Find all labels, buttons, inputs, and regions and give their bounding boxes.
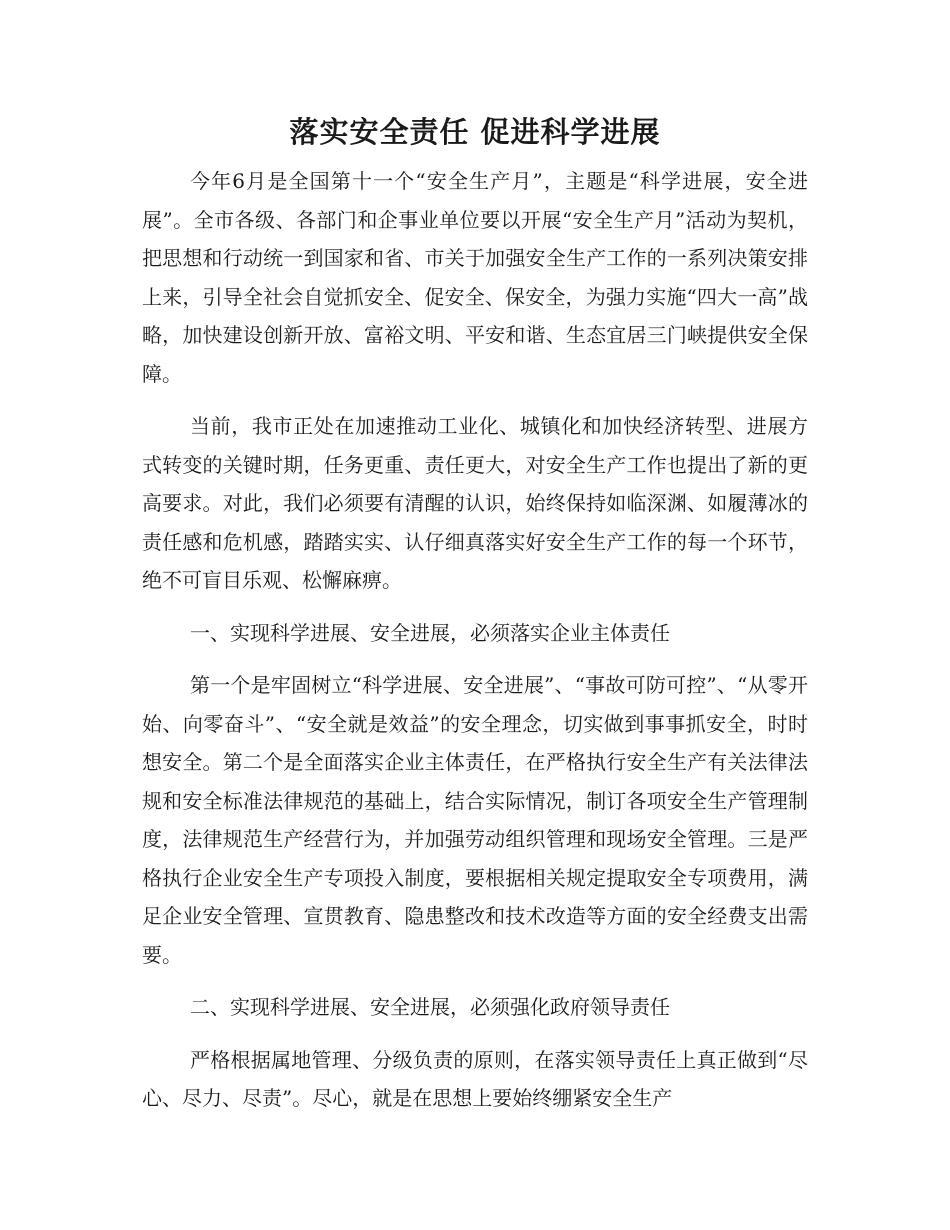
paragraph-government-responsibility: 严格根据属地管理、分级负责的原则，在落实领导责任上真正做到“尽心、尽力、尽责”。尽心，就是在思想上要始终绷紧安全生产 [142,1047,808,1110]
paragraph-current-situation: 当前，我市正处在加速推动工业化、城镇化和加快经济转型、进展方式转变的关键时期，任务更重、责任更大，对安全生产工作也提出了新的更高要求。对此，我们必须要有清醒的认识，始终保持如临深渊、如履薄冰的责任感和危机感，踏踏实实、认仔细真落实好安全生产工作的每一个环节，绝不可盲目乐观、松懈麻痹。 [142,414,808,592]
section-heading-enterprise: 一、实现科学进展、安全进展，必须落实企业主体责任 [190,620,670,645]
paragraph-gap [142,652,808,666]
document-title: 落实安全责任 促进科学进展 [289,115,661,149]
paragraph-gap [142,600,808,614]
paragraph-gap [142,393,808,407]
section-heading-government: 二、实现科学进展、安全进展，必须强化政府领导责任 [190,995,670,1019]
paragraph-gap [142,1027,808,1041]
paragraph-enterprise-responsibility: 第一个是牢固树立“科学进展、安全进展”、“事故可防可控”、“从零开始、向零奋斗”、“安全就是效益”的安全理念，切实做到事事抓安全，时时想安全。第二个是全面落实企业主体责任，在严格执行安全生产有关法律法规和安全标准法律规范的基础上，结合实际情况，制订各项安全生产管理制度，法律规范生产经营行为，并加强劳动组织管理和现场安全管理。三是严格执行企业安全生产专项投入制度，要根据相关规定提取安全专项费用，满足企业安全管理、宣贯教育、隐患整改和技术改造等方面的安全经费支出需要。 [142,673,808,967]
paragraph-gap [142,974,808,988]
document-body [142,162,808,1118]
paragraph-intro: 今年6月是全国第十一个“安全生产月”，主题是“科学进展，安全进展”。全市各级、各部门和企事业单位要以开展“安全生产月”活动为契机，把思想和行动统一到国家和省、市关于加强安全生产工作的一系列决策安排上来，引导全社会自觉抓安全、促安全、保安全，为强力实施“四大一高”战略，加快建设创新开放、富裕文明、平安和谐、生态宜居三门峡提供安全保障。 [142,169,808,386]
